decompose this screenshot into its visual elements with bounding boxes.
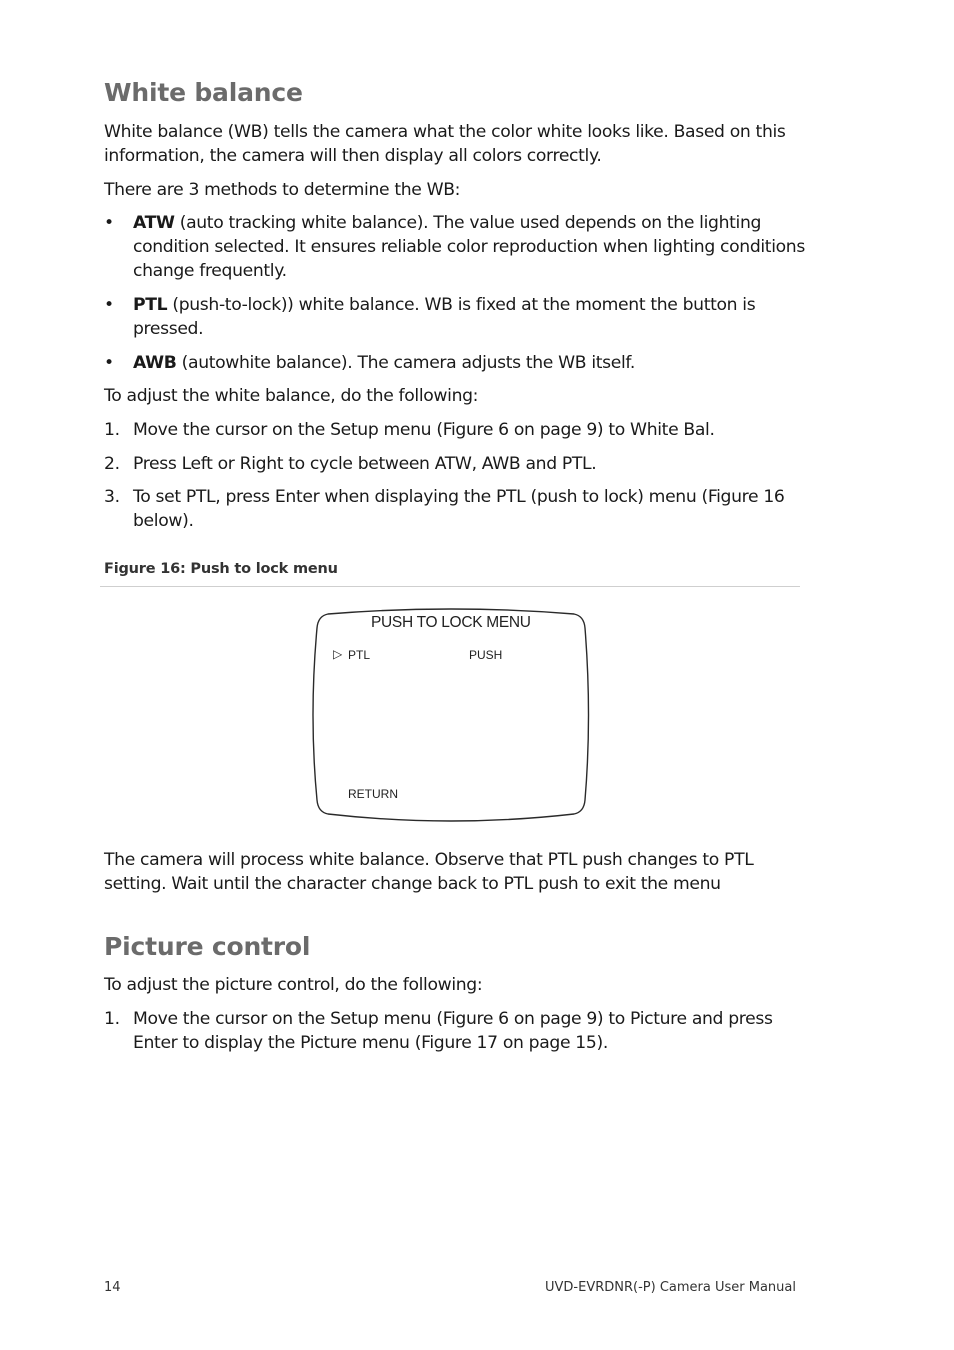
figure-caption: Figure 16: Push to lock menu xyxy=(104,561,338,577)
text-line: (auto tracking white balance). The value used depends on the lighting xyxy=(174,213,762,233)
text-line: White balance (WB) tells the camera what the color white looks like. Based on this xyxy=(104,122,786,142)
cursor-icon: ▷ xyxy=(333,647,343,661)
page-number: 14 xyxy=(104,1280,121,1295)
wb-steps-intro: To adjust the white balance, do the following: xyxy=(104,386,479,406)
text-line: Enter to display the Picture menu (Figure 17 on page 15). xyxy=(133,1033,608,1053)
term-ptl: PTL xyxy=(133,295,168,315)
text-line: Move the cursor on the Setup menu (Figure 6 on page 9) to White Bal. xyxy=(133,420,715,440)
text-line: setting. Wait until the character change back to PTL push to exit the menu xyxy=(104,874,721,894)
step-number: 1. xyxy=(104,1009,120,1029)
bullet-icon: • xyxy=(104,213,114,233)
bullet-icon: • xyxy=(104,295,114,315)
menu-item-value: PUSH xyxy=(469,648,503,662)
push-to-lock-menu-figure xyxy=(306,604,596,828)
text-line: (push-to-lock)) white balance. WB is fixed at the moment the button is xyxy=(167,295,756,315)
pc-intro: To adjust the picture control, do the following: xyxy=(104,975,483,995)
manual-title: UVD-EVRDNR(-P) Camera User Manual xyxy=(545,1280,796,1295)
menu-title: PUSH TO LOCK MENU xyxy=(371,614,531,631)
text-line: information, the camera will then display all colors correctly. xyxy=(104,146,602,166)
text-line: change frequently. xyxy=(133,261,287,281)
section-heading-white-balance: White balance xyxy=(104,78,303,107)
text-line: (autowhite balance). The camera adjusts the WB itself. xyxy=(176,353,635,373)
step-number: 1. xyxy=(104,420,120,440)
section-heading-picture-control: Picture control xyxy=(104,932,311,961)
term-atw: ATW xyxy=(133,213,175,233)
text-line: condition selected. It ensures reliable color reproduction when lighting conditions xyxy=(133,237,805,257)
menu-item-ptl: PTL xyxy=(348,648,371,662)
after-figure-paragraph xyxy=(104,848,804,896)
text-line: The camera will process white balance. Observe that PTL push changes to PTL xyxy=(104,850,754,870)
text-line: Press Left or Right to cycle between ATW, AWB and PTL. xyxy=(133,454,597,474)
step-number: 3. xyxy=(104,487,120,507)
text-line: pressed. xyxy=(133,319,204,339)
term-awb: AWB xyxy=(133,353,177,373)
caption-divider xyxy=(100,586,800,587)
text-line: Move the cursor on the Setup menu (Figure 6 on page 9) to Picture and press xyxy=(133,1009,773,1029)
wb-methods-intro: There are 3 methods to determine the WB: xyxy=(104,180,461,200)
text-line: below). xyxy=(133,511,194,531)
step-number: 2. xyxy=(104,454,120,474)
bullet-icon: • xyxy=(104,353,114,373)
wb-intro-paragraph xyxy=(104,120,804,168)
menu-return: RETURN xyxy=(348,787,398,801)
text-line: To set PTL, press Enter when displaying the PTL (push to lock) menu (Figure 16 xyxy=(133,487,785,507)
